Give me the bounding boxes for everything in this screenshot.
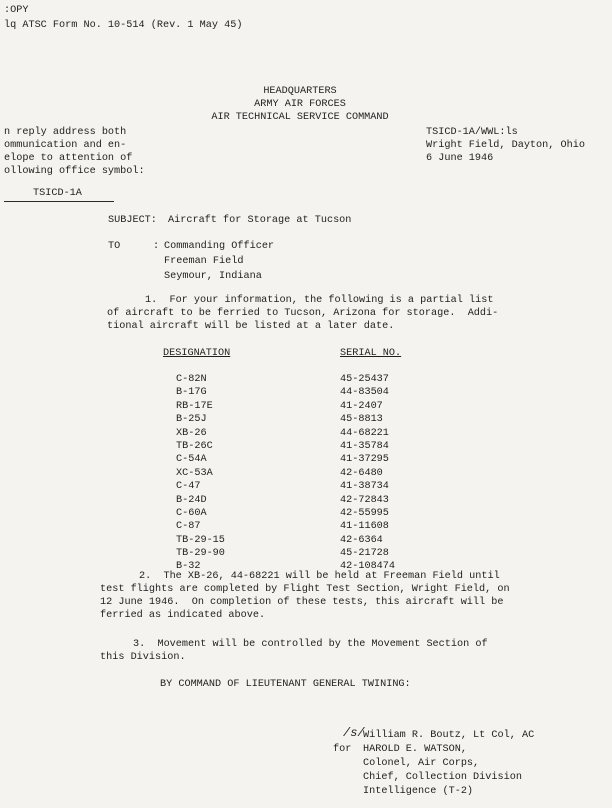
serial-cell: 42-108474 (340, 561, 396, 573)
to-separator: : (153, 241, 160, 252)
designation-cell: C-82N (176, 374, 207, 385)
serial-cell: 42-6480 (340, 467, 383, 479)
serial-column (340, 373, 395, 574)
office-symbol: TSICD-1A (33, 188, 82, 199)
designation-cell: B-24D (176, 494, 207, 506)
serial-cell: 44-68221 (340, 427, 389, 439)
signatory-title: Chief, Collection Division (363, 772, 522, 783)
paragraph2-line: 2. The XB-26, 44-68221 will be held at Freeman Field until (139, 571, 500, 582)
designation-cell: C-54A (176, 454, 207, 466)
reply-line: ollowing office symbol: (4, 166, 145, 177)
paragraph1-line: 1. For your information, the following is a partial list (145, 295, 494, 306)
signature-mark: /s/ (343, 726, 365, 740)
serial-cell: 44-83504 (340, 387, 389, 399)
paragraph2-line: ferried as indicated above. (100, 610, 266, 621)
serial-cell: 45-21728 (340, 548, 389, 560)
designation-cell: TB-29-15 (176, 534, 225, 546)
reference-symbol: TSICD-1A/WWL:ls (426, 127, 518, 138)
serial-cell: 41-35784 (340, 440, 389, 452)
serial-cell: 42-55995 (340, 507, 389, 519)
copy-mark: :OPY (4, 5, 29, 16)
reply-line: elope to attention of (4, 153, 133, 164)
office-symbol-rule (4, 201, 114, 202)
serial-cell: 41-38734 (340, 481, 389, 493)
designation-cell: B-32 (176, 561, 201, 573)
signatory-name: HAROLD E. WATSON, (363, 744, 467, 755)
reference-date: 6 June 1946 (426, 153, 494, 164)
paragraph3-line: 3. Movement will be controlled by the Movement Section of (133, 639, 488, 650)
designation-cell: B-25J (176, 414, 207, 426)
for-label: for (333, 744, 352, 755)
serial-cell: 41-37295 (340, 454, 389, 466)
designation-column (176, 373, 225, 574)
reference-place: Wright Field, Dayton, Ohio (426, 140, 585, 151)
designation-cell: XC-53A (176, 467, 213, 479)
to-line: Seymour, Indiana (164, 271, 262, 282)
letterhead-line2: ARMY AIR FORCES (254, 99, 346, 110)
signatory-title: Colonel, Air Corps, (363, 758, 480, 769)
serial-cell: 42-72843 (340, 494, 389, 506)
serial-cell: 41-11608 (340, 521, 389, 533)
designation-cell: RB-17E (176, 400, 213, 412)
to-label: TO (108, 241, 121, 252)
designation-cell: C-87 (176, 521, 201, 533)
reply-line: n reply address both (4, 127, 127, 138)
paragraph1-line: tional aircraft will be listed at a later date. (107, 321, 395, 332)
letterhead-line3: AIR TECHNICAL SERVICE COMMAND (211, 112, 389, 123)
serial-cell: 45-8813 (340, 414, 383, 426)
designation-cell: TB-29-90 (176, 548, 225, 560)
paragraph1-line: of aircraft to be ferried to Tucson, Arizona for storage. Addi- (107, 308, 499, 319)
paragraph2-line: 12 June 1946. On completion of these tests, this aircraft will be (100, 597, 504, 608)
designation-cell: TB-26C (176, 440, 213, 452)
designation-cell: B-17G (176, 387, 207, 399)
reply-line: ommunication and en- (4, 140, 127, 151)
designation-cell: C-47 (176, 481, 201, 493)
command-line: BY COMMAND OF LIEUTENANT GENERAL TWINING: (160, 679, 411, 690)
serial-column-header: SERIAL NO. (340, 348, 402, 359)
serial-cell: 41-2407 (340, 400, 383, 412)
letterhead-line1: HEADQUARTERS (263, 86, 337, 97)
to-line: Freeman Field (164, 256, 244, 267)
signatory-title: Intelligence (T-2) (363, 786, 474, 797)
form-number: lq ATSC Form No. 10-514 (Rev. 1 May 45) (4, 20, 243, 31)
subject-text: Aircraft for Storage at Tucson (168, 215, 352, 226)
designation-cell: XB-26 (176, 427, 207, 439)
paragraph2-line: test flights are completed by Flight Test Section, Wright Field, on (100, 584, 510, 595)
subject-label: SUBJECT: (108, 215, 157, 226)
designation-cell: C-60A (176, 507, 207, 519)
designation-column-header: DESIGNATION (163, 348, 231, 359)
serial-cell: 45-25437 (340, 374, 389, 385)
signer-name: William R. Boutz, Lt Col, AC (363, 730, 535, 741)
to-line: Commanding Officer (164, 241, 275, 252)
paragraph3-line: this Division. (100, 652, 186, 663)
serial-cell: 42-6364 (340, 534, 383, 546)
